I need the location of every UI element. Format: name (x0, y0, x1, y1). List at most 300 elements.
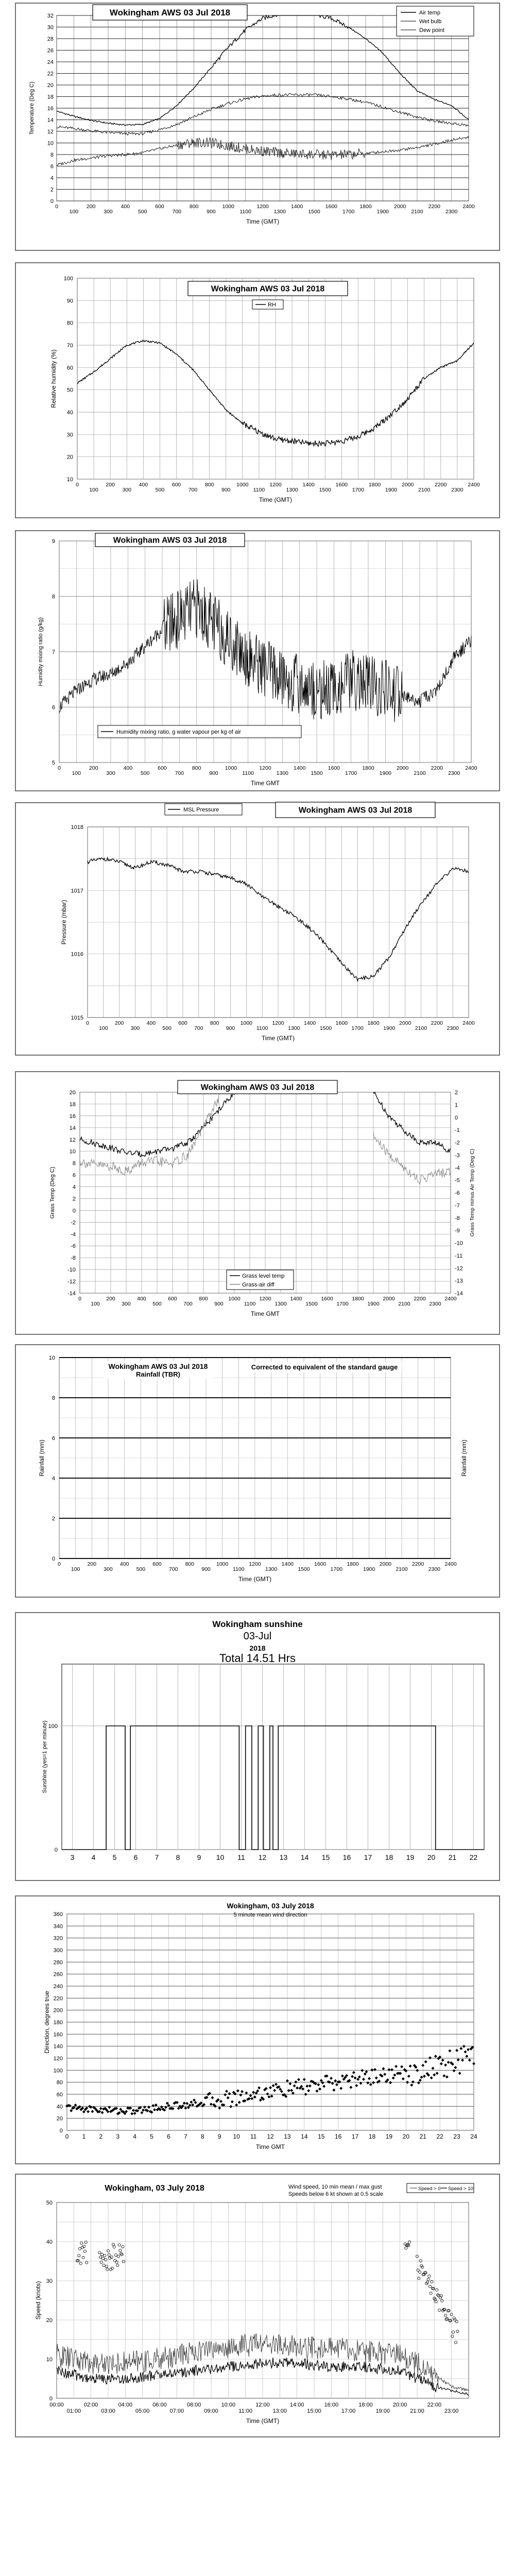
y-tick-label: -12 (67, 1279, 76, 1285)
x-tick-label: 1300 (286, 487, 298, 493)
y-tick-label: -4 (71, 1231, 76, 1238)
x-tick-label: 500 (162, 1025, 171, 1031)
y-tick-label: 30 (66, 432, 73, 438)
x-tick-label: 20 (427, 1853, 436, 1861)
x-tick-label: 5 (150, 2133, 153, 2140)
x-tick-label: 04:00 (118, 2402, 133, 2408)
x-axis-label: Time (GMT) (261, 1035, 295, 1042)
y-tick-label: 10 (66, 477, 73, 483)
x-tick-label: 07:00 (169, 2408, 184, 2414)
x-tick-label: 2400 (462, 204, 475, 210)
x-tick-label: 400 (121, 204, 130, 210)
x-tick-label: 1600 (335, 1020, 348, 1026)
y-tick-label: -10 (67, 1267, 76, 1274)
x-tick-label: 100 (69, 209, 79, 215)
chart-year: 2018 (249, 1644, 266, 1652)
x-tick-label: 800 (210, 1020, 219, 1026)
x-tick-label: 500 (136, 1566, 146, 1572)
x-tick-label: 700 (168, 1566, 178, 1572)
x-tick-label: 1100 (256, 1025, 268, 1031)
y-tick-label: -14 (67, 1291, 76, 1297)
y-tick-label: 1017 (71, 888, 83, 894)
x-tick-label: 800 (189, 204, 199, 210)
x-tick-label: 10 (233, 2133, 240, 2140)
x-tick-label: 14:00 (289, 2402, 304, 2408)
x-tick-label: 400 (137, 1296, 146, 1302)
y-tick-label: -6 (71, 1243, 76, 1250)
y-right-tick-label: -13 (455, 1278, 463, 1284)
x-tick-label: 800 (192, 765, 201, 771)
y-tick-label: 320 (53, 1935, 63, 1942)
x-tick-label: 11 (250, 2133, 257, 2140)
y-tick-label: 18 (69, 1101, 76, 1108)
x-tick-label: 2300 (447, 1025, 459, 1031)
x-tick-label: 2100 (415, 1025, 427, 1031)
x-tick-label: 20:00 (392, 2402, 407, 2408)
x-tick-label: 19 (385, 2133, 393, 2140)
x-tick-label: 11:00 (238, 2408, 253, 2414)
x-tick-label: 1000 (222, 204, 235, 210)
y-axis-label: Relative humidity (%) (50, 349, 57, 408)
x-tick-label: 15:00 (307, 2408, 321, 2414)
x-tick-label: 0 (65, 2133, 69, 2140)
x-tick-label: 1300 (274, 1301, 287, 1307)
y-tick-label: 200 (53, 2007, 63, 2014)
x-tick-label: 1600 (335, 482, 348, 488)
y-right-tick-label: 2 (455, 1090, 458, 1096)
y-tick-label: 30 (47, 24, 54, 31)
x-tick-label: 16 (334, 2133, 342, 2140)
y-right-tick-label: -7 (455, 1202, 460, 1209)
x-tick-label: 17 (364, 1853, 372, 1861)
x-tick-label: 900 (209, 770, 218, 776)
pressure-chart-panel (0, 799, 515, 1066)
x-tick-label: 1800 (362, 765, 374, 771)
x-axis-label: Time (GMT) (259, 496, 293, 503)
y-right-axis-label: Rainfall (mm) (460, 1439, 468, 1477)
x-tick-label: 1 (82, 2133, 86, 2140)
x-tick-label: 200 (114, 1020, 124, 1026)
y-right-tick-label: -4 (455, 1165, 460, 1172)
y-tick-label: 7 (52, 649, 55, 655)
x-tick-label: 1700 (352, 487, 365, 493)
y-tick-label: 2 (72, 1196, 76, 1202)
x-tick-label: 1200 (269, 482, 282, 488)
x-tick-label: 2200 (414, 1296, 426, 1302)
x-tick-label: 01:00 (66, 2408, 81, 2414)
y-tick-label: 90 (66, 298, 73, 304)
y-tick-label: 14 (47, 117, 54, 124)
x-tick-label: 0 (58, 765, 61, 771)
y-tick-label: 20 (56, 2115, 63, 2122)
y-tick-label: 160 (53, 2031, 63, 2038)
y-tick-label: -2 (71, 1219, 76, 1226)
x-tick-label: 400 (123, 765, 133, 771)
x-tick-label: 2000 (383, 1296, 395, 1302)
x-tick-label: 14 (300, 1853, 309, 1861)
x-tick-label: 300 (130, 1025, 140, 1031)
y-tick-label: 10 (47, 140, 54, 147)
x-tick-label: 2400 (444, 1561, 457, 1567)
y-tick-label: 240 (53, 1984, 63, 1990)
x-tick-label: 23 (453, 2133, 460, 2140)
x-tick-label: 0 (55, 204, 58, 210)
x-tick-label: 1400 (281, 1561, 294, 1567)
x-tick-label: 800 (185, 1561, 195, 1567)
x-tick-label: 1900 (383, 1025, 396, 1031)
x-tick-label: 6 (133, 1853, 138, 1861)
y-right-tick-label: -3 (455, 1152, 460, 1159)
x-tick-label: 6 (167, 2133, 170, 2140)
x-tick-label: 4 (91, 1853, 96, 1861)
y-tick-label: 40 (56, 2104, 63, 2110)
y-tick-label: 10 (69, 1148, 76, 1155)
y-tick-label: 100 (53, 2067, 63, 2074)
wind-direction-chart-panel (0, 1891, 515, 2169)
x-tick-label: 17 (351, 2133, 359, 2140)
x-tick-label: 400 (139, 482, 148, 488)
y-tick-label: 10 (46, 2357, 53, 2363)
y-right-tick-label: -14 (455, 1291, 463, 1297)
legend-label: Air temp (419, 10, 440, 16)
x-tick-label: 2000 (399, 1020, 411, 1026)
y-tick-label: 180 (53, 2020, 63, 2026)
x-tick-label: 1800 (347, 1561, 359, 1567)
x-tick-label: 12 (258, 1853, 267, 1861)
x-tick-label: 900 (221, 487, 231, 493)
y-tick-label: 16 (69, 1113, 76, 1120)
y-tick-label: 40 (46, 2239, 53, 2245)
x-tick-label: 1700 (351, 1025, 364, 1031)
y-tick-label: 300 (53, 1947, 63, 1954)
chart-subtitle: Rainfall (TBR) (136, 1370, 180, 1378)
x-tick-label: 00:00 (49, 2402, 64, 2408)
x-tick-label: 9 (217, 2133, 221, 2140)
x-tick-label: 1100 (242, 770, 254, 776)
x-tick-label: 2200 (435, 482, 447, 488)
y-tick-label: 0 (52, 1556, 55, 1562)
y-axis-label: Sunshine (yes=1 per minute) (42, 1720, 48, 1793)
y-tick-label: 9 (52, 538, 55, 545)
x-tick-label: 2300 (428, 1566, 441, 1572)
x-tick-label: 1900 (376, 209, 389, 215)
x-axis-label: Time (GMT) (238, 1575, 272, 1583)
x-tick-label: 1700 (342, 209, 355, 215)
x-tick-label: 18:00 (358, 2402, 373, 2408)
y-tick-label: 12 (69, 1137, 76, 1143)
y-tick-label: -8 (71, 1255, 76, 1262)
y-tick-label: 26 (47, 47, 54, 54)
y-right-tick-label: -12 (455, 1265, 463, 1272)
x-tick-label: 900 (226, 1025, 235, 1031)
y-tick-label: 4 (72, 1184, 76, 1191)
x-tick-label: 1500 (305, 1301, 318, 1307)
chart-note: Wind speed, 10 min mean / max gust (288, 2184, 382, 2190)
chart-title: Wokingham, 03 July 2018 (105, 2184, 204, 2193)
x-tick-label: 900 (207, 209, 216, 215)
x-tick-label: 8 (200, 2133, 204, 2140)
chart-title: Wokingham AWS 03 Jul 2018 (298, 806, 413, 815)
y-tick-label: 4 (52, 1476, 55, 1482)
x-tick-label: 100 (89, 487, 98, 493)
x-tick-label: 24 (470, 2133, 477, 2140)
x-tick-label: 2400 (465, 765, 477, 771)
y-axis-label: Rainfall (mm) (38, 1439, 45, 1477)
legend-label: Humidity mixing ratio, g water vapour per kg of air (116, 729, 242, 735)
x-tick-label: 1400 (293, 765, 306, 771)
x-tick-label: 1900 (367, 1301, 380, 1307)
x-tick-label: 12 (267, 2133, 274, 2140)
mixing-ratio-chart-panel (0, 526, 515, 799)
x-tick-label: 600 (158, 765, 167, 771)
sunshine-total: Total 14.51 Hrs (219, 1652, 296, 1665)
chart-title: Wokingham AWS 03 Jul 2018 (113, 536, 227, 545)
x-tick-label: 10:00 (221, 2402, 236, 2408)
y-right-tick-label: -8 (455, 1215, 460, 1222)
y-tick-label: 120 (53, 2056, 63, 2062)
x-tick-label: 1200 (249, 1561, 261, 1567)
x-tick-label: 700 (183, 1301, 193, 1307)
x-tick-label: 21 (448, 1853, 457, 1861)
x-tick-label: 900 (214, 1301, 224, 1307)
x-tick-label: 1700 (336, 1301, 349, 1307)
y-tick-label: 8 (52, 594, 55, 600)
y-tick-label: 60 (56, 2092, 63, 2098)
x-tick-label: 400 (146, 1020, 156, 1026)
x-tick-label: 16:00 (324, 2402, 339, 2408)
y-tick-label: 60 (66, 365, 73, 371)
x-tick-label: 1400 (290, 1296, 302, 1302)
y-tick-label: 8 (50, 152, 54, 158)
x-tick-label: 13 (279, 1853, 288, 1861)
x-tick-label: 100 (72, 770, 81, 776)
x-tick-label: 9 (197, 1853, 201, 1861)
x-tick-label: 1700 (345, 770, 357, 776)
y-right-tick-label: -6 (455, 1190, 460, 1196)
x-tick-label: 1900 (379, 770, 392, 776)
x-tick-label: 1400 (303, 1020, 316, 1026)
x-tick-label: 4 (133, 2133, 137, 2140)
y-tick-label: 80 (56, 2079, 63, 2086)
x-tick-label: 13:00 (272, 2408, 287, 2414)
y-tick-label: 140 (53, 2043, 63, 2050)
y-tick-label: 70 (66, 343, 73, 349)
chart-note: Corrected to equivalent of the standard gauge (251, 1363, 398, 1371)
x-tick-label: 100 (91, 1301, 100, 1307)
x-tick-label: 800 (199, 1296, 208, 1302)
x-tick-label: 02:00 (83, 2402, 98, 2408)
x-tick-label: 08:00 (186, 2402, 201, 2408)
x-tick-label: 15 (321, 1853, 330, 1861)
y-axis-label: Speed (knots) (35, 2281, 42, 2320)
x-tick-label: 1300 (265, 1566, 278, 1572)
x-axis-label: Time GMT (250, 779, 280, 787)
x-tick-label: 1600 (321, 1296, 333, 1302)
x-tick-label: 22 (436, 2133, 443, 2140)
y-tick-label: 4 (50, 175, 54, 181)
x-tick-label: 1100 (244, 1301, 256, 1307)
x-tick-label: 2200 (428, 204, 441, 210)
y-tick-label: 0 (72, 1208, 76, 1214)
y-tick-label: 260 (53, 1971, 63, 1978)
y-axis-label: Pressure (mbar) (60, 900, 67, 945)
x-tick-label: 400 (119, 1561, 129, 1567)
x-tick-label: 1800 (368, 482, 381, 488)
wind-speed-chart-panel (0, 2169, 515, 2447)
y-tick-label: 50 (66, 387, 73, 394)
x-tick-label: 0 (78, 1296, 81, 1302)
x-tick-label: 200 (87, 1561, 97, 1567)
y-tick-label: 1016 (71, 951, 83, 958)
x-tick-label: 1400 (302, 482, 315, 488)
x-tick-label: 11 (237, 1853, 245, 1861)
x-tick-label: 1500 (308, 209, 320, 215)
chart-note: Speeds below 6 kt shown at 0.5 scale (288, 2191, 384, 2197)
x-tick-label: 17:00 (341, 2408, 356, 2414)
y-axis-label: Humidity mixing ratio (g/kg) (38, 617, 44, 686)
y-tick-label: 16 (47, 106, 54, 112)
x-tick-label: 700 (194, 1025, 203, 1031)
y-axis-label: Grass Temp (Deg C) (49, 1166, 56, 1219)
x-tick-label: 300 (106, 770, 115, 776)
x-tick-label: 300 (104, 209, 113, 215)
y-tick-label: 220 (53, 1995, 63, 2002)
y-right-tick-label: -2 (455, 1140, 460, 1146)
legend-label: Speed > 10 (448, 2186, 473, 2192)
y-tick-label: 50 (46, 2200, 53, 2206)
x-tick-label: 2000 (393, 204, 406, 210)
y-tick-label: 8 (52, 1395, 55, 1401)
x-tick-label: 2200 (431, 765, 443, 771)
x-tick-label: 2200 (431, 1020, 443, 1026)
x-tick-label: 1300 (288, 1025, 300, 1031)
x-tick-label: 600 (178, 1020, 187, 1026)
y-tick-label: 100 (63, 276, 73, 282)
y-right-tick-label: -1 (455, 1127, 460, 1134)
x-tick-label: 14 (301, 2133, 308, 2140)
y-tick-label: 32 (47, 13, 54, 19)
chart-subtitle: 5 minute mean wind direction (233, 1912, 307, 1918)
y-tick-label: 22 (47, 71, 54, 77)
y-tick-label: 40 (66, 410, 73, 416)
y-tick-label: 8 (72, 1160, 76, 1167)
x-axis-label: Time (GMT) (246, 218, 280, 225)
x-tick-label: 18 (368, 2133, 376, 2140)
x-tick-label: 600 (152, 1561, 162, 1567)
x-tick-label: 1900 (363, 1566, 375, 1572)
x-tick-label: 800 (204, 482, 214, 488)
y-right-tick-label: -10 (455, 1240, 463, 1247)
x-tick-label: 1300 (273, 209, 286, 215)
chart-title: Wokingham AWS 03 Jul 2018 (109, 7, 231, 18)
x-axis-label: Time (GMT) (246, 2417, 280, 2425)
x-tick-label: 600 (168, 1296, 177, 1302)
legend-label: Grass-air diff (242, 1282, 274, 1288)
y-tick-label: 6 (50, 163, 54, 170)
x-tick-label: 1100 (253, 487, 265, 493)
x-tick-label: 200 (86, 204, 96, 210)
chart-title: Wokingham sunshine (212, 1619, 303, 1629)
x-tick-label: 1100 (239, 209, 251, 215)
x-tick-label: 1000 (225, 765, 237, 771)
chart-date: 03-Jul (243, 1631, 272, 1642)
x-axis-label: Time GMT (250, 1310, 280, 1317)
legend-label: Grass level temp (242, 1273, 285, 1279)
x-tick-label: 500 (140, 770, 150, 776)
y-tick-label: 6 (72, 1172, 76, 1179)
x-tick-label: 2400 (444, 1296, 457, 1302)
y-axis-label: Temperature (Deg C) (29, 81, 35, 135)
y-tick-label: 0 (50, 198, 54, 205)
x-tick-label: 8 (176, 1853, 180, 1861)
x-tick-label: 0 (76, 482, 79, 488)
x-tick-label: 2 (99, 2133, 103, 2140)
x-tick-label: 300 (122, 487, 132, 493)
y-tick-label: 30 (46, 2278, 53, 2284)
x-tick-label: 1500 (298, 1566, 310, 1572)
x-tick-label: 0 (86, 1020, 89, 1026)
x-tick-label: 1900 (385, 487, 398, 493)
x-tick-label: 2000 (396, 765, 409, 771)
x-tick-label: 1400 (290, 204, 303, 210)
x-tick-label: 13 (284, 2133, 291, 2140)
x-tick-label: 200 (106, 1296, 115, 1302)
y-tick-label: 24 (47, 59, 54, 65)
x-tick-label: 5 (112, 1853, 117, 1861)
legend-label: Wet bulb (419, 19, 442, 25)
x-tick-label: 500 (155, 487, 165, 493)
x-tick-label: 09:00 (204, 2408, 218, 2414)
y-tick-label: 80 (66, 320, 73, 327)
x-tick-label: 1200 (256, 204, 269, 210)
x-tick-label: 600 (171, 482, 181, 488)
y-tick-label: 6 (52, 704, 55, 711)
x-tick-label: 2300 (448, 770, 460, 776)
temperature-chart-panel (0, 0, 515, 258)
x-tick-label: 700 (188, 487, 198, 493)
y-tick-label: 0 (54, 1847, 58, 1853)
x-tick-label: 600 (155, 204, 164, 210)
y-tick-label: 14 (69, 1125, 76, 1131)
x-tick-label: 300 (104, 1566, 113, 1572)
x-tick-label: 2300 (445, 209, 458, 215)
y-right-tick-label: -5 (455, 1177, 460, 1184)
x-tick-label: 2000 (379, 1561, 392, 1567)
x-tick-label: 3 (70, 1853, 75, 1861)
x-tick-label: 2400 (468, 482, 480, 488)
x-tick-label: 05:00 (135, 2408, 150, 2414)
x-tick-label: 900 (201, 1566, 211, 1572)
x-tick-label: 1000 (236, 482, 249, 488)
y-right-tick-label: 0 (455, 1114, 458, 1121)
y-tick-label: 2 (50, 187, 54, 193)
x-tick-label: 1000 (240, 1020, 253, 1026)
x-tick-label: 1500 (311, 770, 323, 776)
legend-label: MSL Pressure (183, 807, 219, 813)
x-tick-label: 18 (385, 1853, 393, 1861)
y-tick-label: 12 (47, 129, 54, 135)
x-tick-label: 1000 (216, 1561, 229, 1567)
x-tick-label: 2200 (411, 1561, 424, 1567)
x-tick-label: 500 (138, 209, 147, 215)
x-tick-label: 1300 (276, 770, 289, 776)
x-tick-label: 3 (116, 2133, 120, 2140)
x-tick-label: 7 (184, 2133, 187, 2140)
y-right-tick-label: -11 (455, 1252, 463, 1259)
y-tick-label: 20 (46, 2317, 53, 2324)
y-tick-label: 280 (53, 1959, 63, 1966)
x-tick-label: 1500 (319, 487, 331, 493)
